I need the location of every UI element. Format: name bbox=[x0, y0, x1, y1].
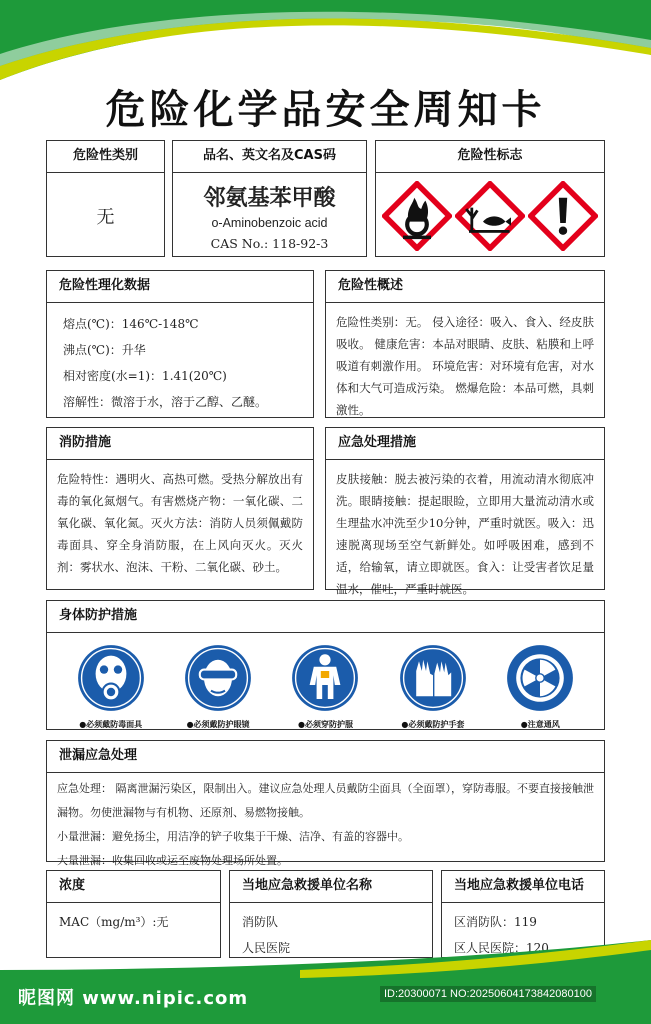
oxidizer-flame-icon bbox=[382, 181, 452, 251]
concentration-header: 浓度 bbox=[47, 871, 220, 903]
solubility: 溶解性：微溶于水，溶于乙醇、乙醚。 bbox=[63, 395, 268, 409]
bottom-decoration bbox=[0, 940, 651, 1024]
spill-emergency: 应急处理： 隔离泄漏污染区，限制出入。建议应急处理人员戴防尘面具（全面罩），穿防毒服。不要直接接触泄漏物。勿使泄漏物与有机物、还原剂、易燃物接触。 bbox=[57, 782, 594, 819]
gas-mask-icon bbox=[76, 643, 146, 713]
rescue-unit-item: 人民医院 bbox=[242, 941, 291, 955]
spill-box bbox=[46, 740, 605, 867]
emergency-header: 应急处理措施 bbox=[326, 428, 604, 460]
watermark-id: ID:20300071 NO:20250604173842080100 bbox=[380, 986, 596, 1002]
ppe-label: ●必须戴防护眼镜 bbox=[186, 720, 250, 729]
rescue-phone-item: 区消防队：119 bbox=[454, 915, 537, 929]
fire-header: 消防措施 bbox=[47, 428, 313, 460]
chemical-name-cn: 邻氨基苯甲酸 bbox=[203, 186, 336, 211]
ppe-item bbox=[383, 643, 483, 730]
overview-text: 危险性类别：无。 侵入途径：吸入、食入、经皮肤吸收。 健康危害：本品对眼睛、皮肤、粘膜和上呼吸道有刺激作用。 环境危害：对环境有危害，对水体和大气可造成污染。 燃爆危险：本品可燃，具刺激性。 bbox=[336, 315, 594, 417]
protective-suit-icon bbox=[290, 643, 360, 713]
emergency-box bbox=[325, 427, 605, 596]
exclamation-icon bbox=[528, 181, 598, 251]
rescue-phone-item: 区人民医院：120 bbox=[454, 941, 549, 955]
hazard-signs-box bbox=[375, 140, 605, 257]
ppe-item bbox=[490, 643, 590, 730]
physchem-box bbox=[46, 270, 314, 418]
hazard-category-header: 危险性类别 bbox=[47, 141, 164, 173]
ppe-item bbox=[275, 643, 375, 730]
ppe-item bbox=[168, 643, 268, 730]
boiling-point: 沸点(℃)：升华 bbox=[63, 343, 146, 357]
hazard-category-box bbox=[46, 140, 165, 257]
melting-point: 熔点(℃)：146℃-148℃ bbox=[63, 317, 199, 331]
safety-goggles-icon bbox=[183, 643, 253, 713]
spill-small: 小量泄漏：避免扬尘，用洁净的铲子收集于干燥、洁净、有盖的容器中。 bbox=[57, 830, 409, 843]
product-header: 品名、英文名及CAS码 bbox=[173, 141, 366, 173]
rescue-unit-item: 消防队 bbox=[242, 915, 279, 929]
chemical-name-en: o-Aminobenzoic acid bbox=[211, 216, 328, 230]
top-decoration bbox=[0, 0, 651, 80]
ppe-header: 身体防护措施 bbox=[47, 601, 604, 633]
emergency-text: 皮肤接触：脱去被污染的衣着，用流动清水彻底冲洗。眼睛接触：提起眼睑，立即用大量流动清水或生理盐水冲洗至少10分钟，严重时就医。吸入：迅速脱离现场至空气新鲜处。如呼吸困难，感到不适，给输氧，请立即就医。食入：让受害者饮足量温水，催吐，严重时就医。 bbox=[336, 472, 594, 596]
rescue-phone-header: 当地应急救援单位电话 bbox=[442, 871, 604, 903]
mac-value: MAC（mg/m³）:无 bbox=[59, 915, 169, 929]
spill-large: 大量泄漏：收集回收或运至废物处理场所处置。 bbox=[57, 854, 288, 867]
watermark-logo: 昵图网 www.nipic.com bbox=[18, 988, 249, 1009]
overview-header: 危险性概述 bbox=[326, 271, 604, 303]
ppe-label: ●必须穿防护服 bbox=[297, 720, 353, 729]
physchem-header: 危险性理化数据 bbox=[47, 271, 313, 303]
spill-header: 泄漏应急处理 bbox=[47, 741, 604, 773]
ppe-label: ●必须戴防护手套 bbox=[401, 720, 465, 729]
product-box bbox=[172, 140, 367, 257]
ventilation-fan-icon bbox=[505, 643, 575, 713]
ppe-label: ●注意通风 bbox=[520, 720, 560, 729]
ppe-label: ●必须戴防毒面具 bbox=[79, 720, 143, 729]
hazard-signs-header: 危险性标志 bbox=[376, 141, 604, 173]
hazard-category-value: 无 bbox=[96, 207, 115, 228]
cas-number: CAS No.: 118-92-3 bbox=[210, 236, 329, 251]
overview-box bbox=[325, 270, 605, 418]
protective-gloves-icon bbox=[398, 643, 468, 713]
relative-density: 相对密度(水=1)：1.41(20℃) bbox=[63, 369, 227, 383]
rescue-unit-header: 当地应急救援单位名称 bbox=[230, 871, 432, 903]
fire-text: 危险特性：遇明火、高热可燃。受热分解放出有毒的氧化氮烟气。有害燃烧产物：一氧化碳、二氧化碳、氧化氮。灭火方法：消防人员须佩戴防毒面具、穿全身消防服，在上风向灭火。灭火剂：雾状水、泡沫、干粉、二氧化碳、砂土。 bbox=[57, 472, 303, 574]
environment-hazard-icon bbox=[455, 181, 525, 251]
ppe-box bbox=[46, 600, 605, 730]
ppe-item bbox=[61, 643, 161, 730]
card-title: 危险化学品安全周知卡 bbox=[105, 87, 546, 133]
fire-box bbox=[46, 427, 314, 590]
